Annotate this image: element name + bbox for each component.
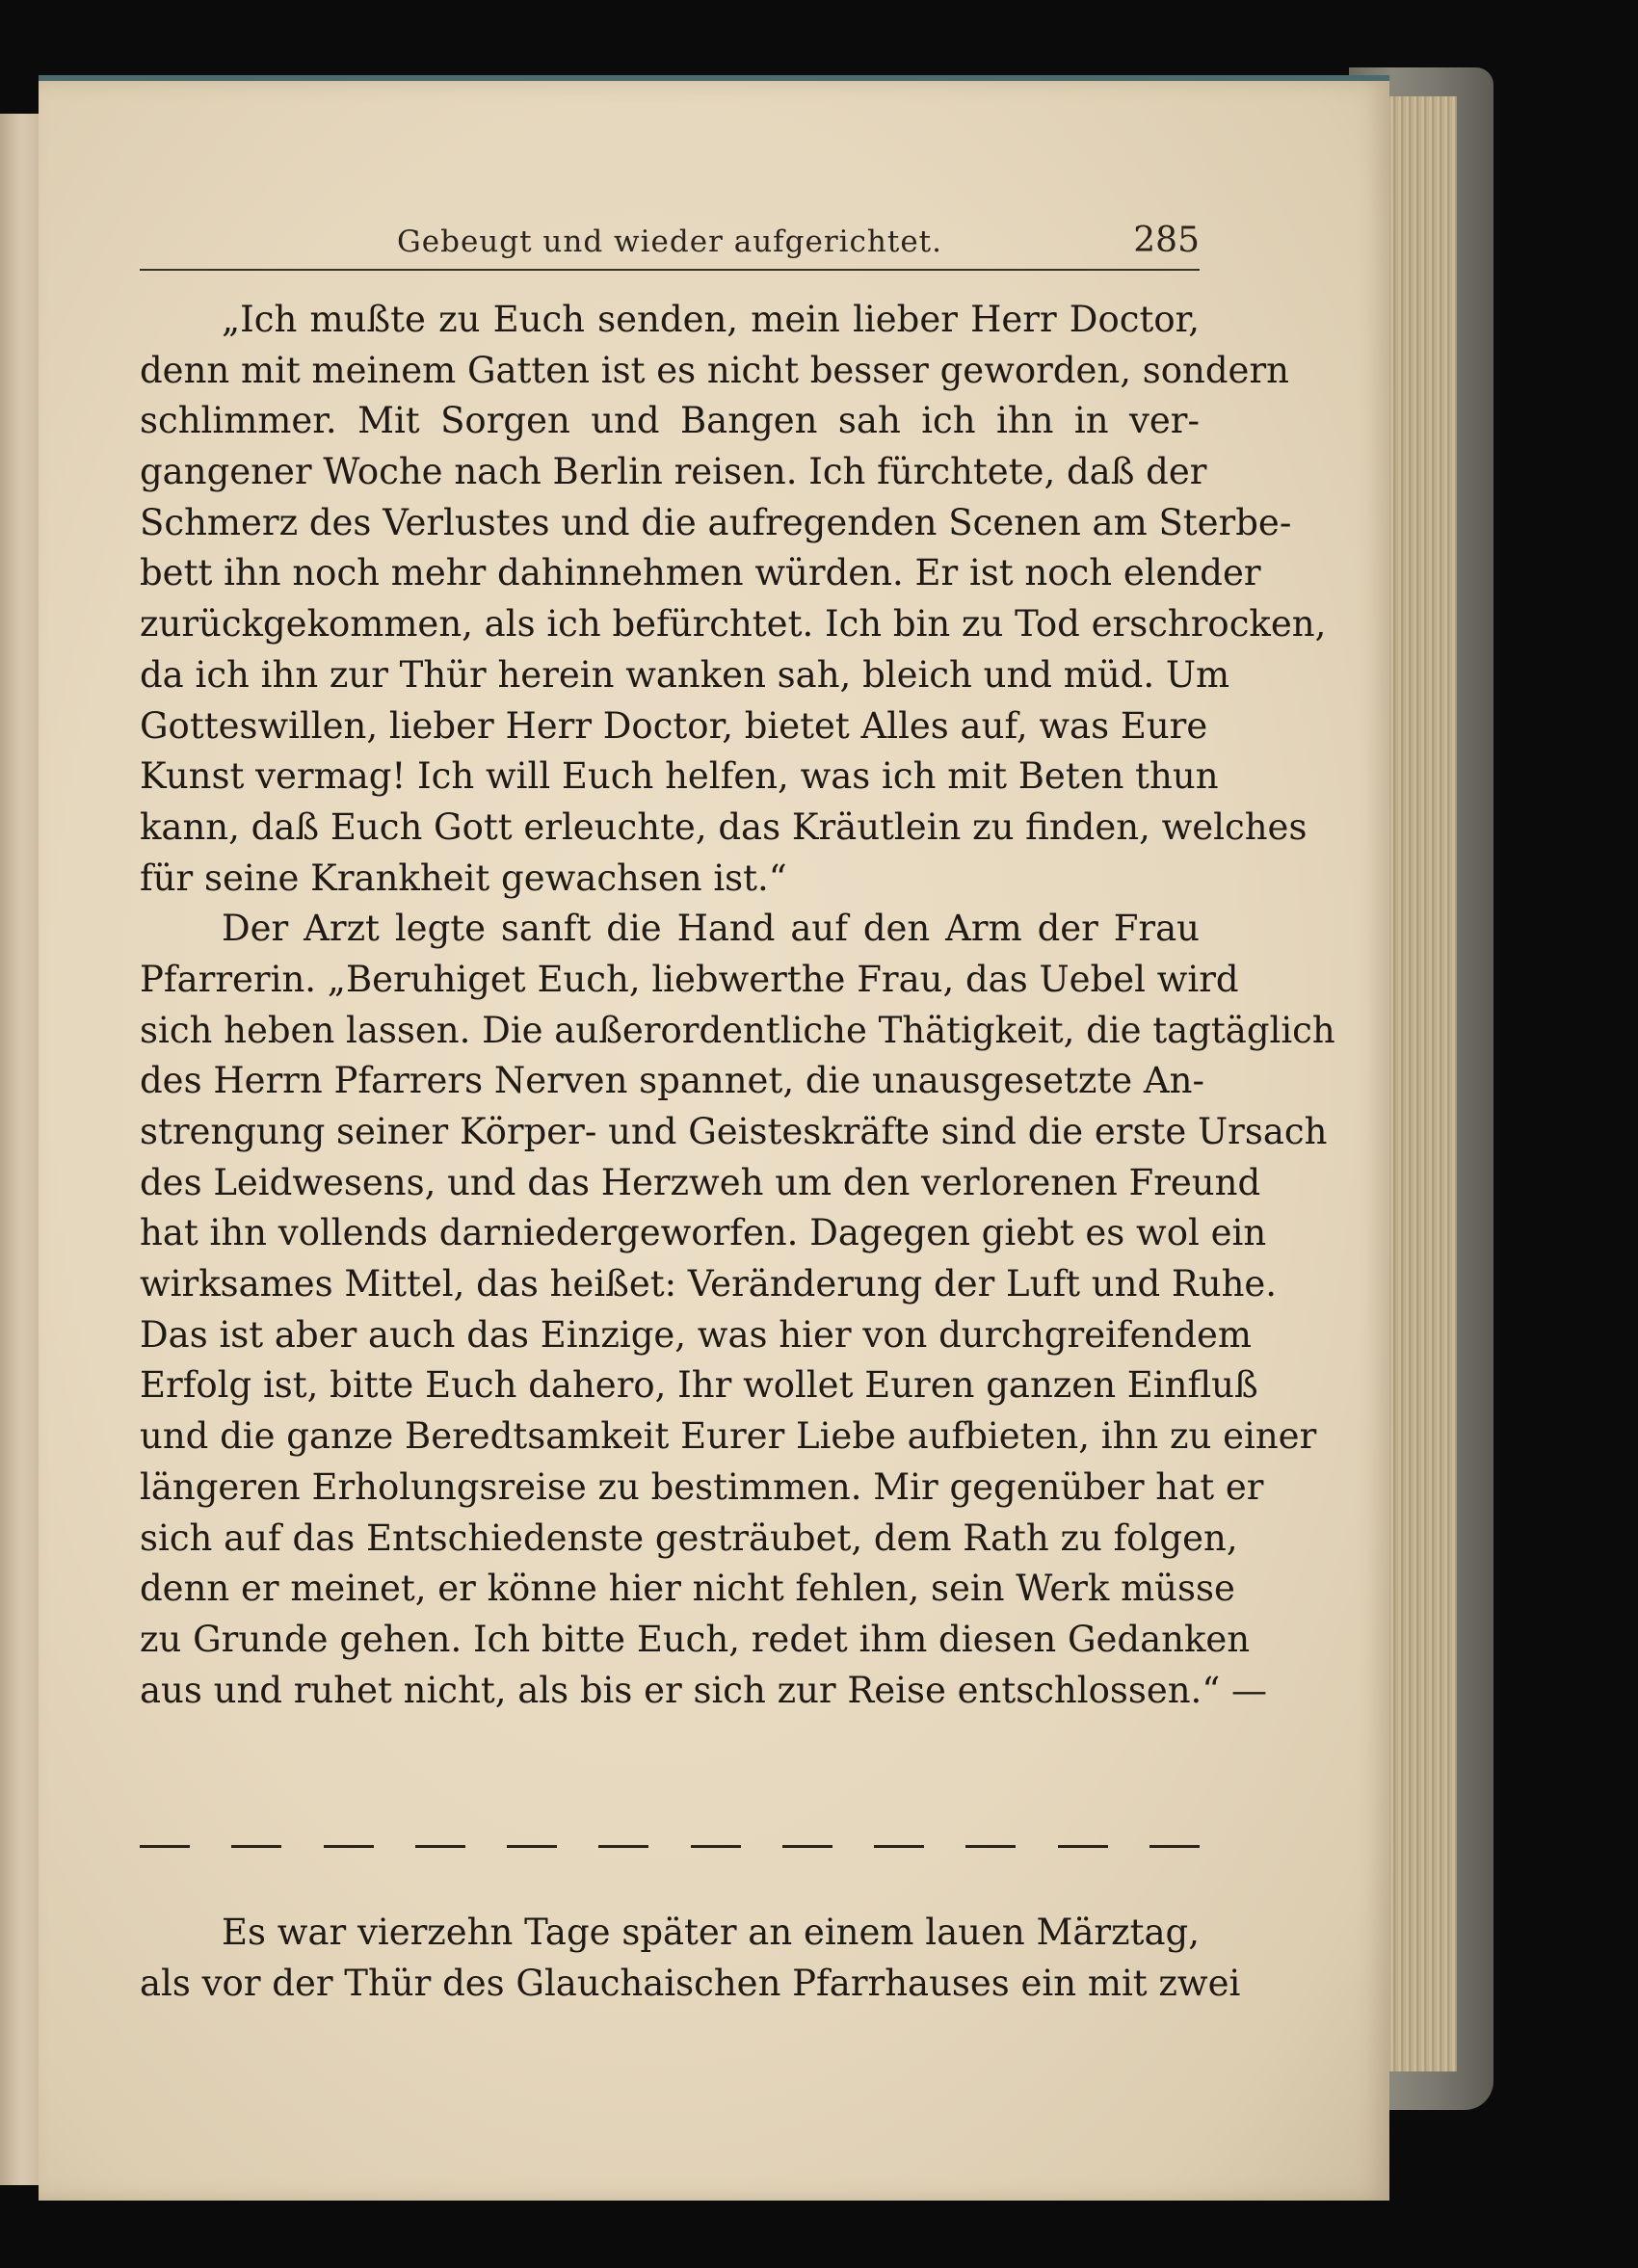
text-line: kann, daß Euch Gott erleuchte, das Kräutlein zu finden, welches: [140, 805, 1308, 848]
text-line: Erfolg ist, bitte Euch dahero, Ihr wollet Euren ganzen Einfluß: [140, 1364, 1258, 1407]
text-line: und die ganze Beredtsamkeit Eurer Liebe aufbieten, ihn zu einer: [140, 1415, 1317, 1458]
text-line: aus und ruhet nicht, als bis er sich zur Reise entschlossen.“ —: [140, 1669, 1267, 1711]
section-separator: [140, 1845, 1200, 1848]
separator-dash: [140, 1845, 190, 1848]
text-line: denn mit meinem Gatten ist es nicht besser geworden, sondern: [140, 349, 1289, 391]
text-line: gangener Woche nach Berlin reisen. Ich fürchtete, daß der: [140, 451, 1207, 493]
text-line: Gotteswillen, lieber Herr Doctor, bietet Alles auf, was Eure: [140, 704, 1208, 747]
text-line: Kunst vermag! Ich will Euch helfen, was ich mit Beten thun: [140, 755, 1219, 798]
text-line: Schmerz des Verlustes und die aufregenden Scenen am Sterbe-: [140, 501, 1292, 543]
text-line: denn er meinet, er könne hier nicht fehlen, sein Werk müsse: [140, 1568, 1235, 1610]
text-line: sich heben lassen. Die außerordentliche Thätigkeit, die tagtäglich: [140, 1009, 1335, 1051]
text-line: zu Grunde gehen. Ich bitte Euch, redet ihm diesen Gedanken: [140, 1618, 1251, 1660]
separator-dash: [507, 1845, 557, 1848]
text-line: längeren Erholungsreise zu bestimmen. Mir gegenüber hat er: [140, 1465, 1264, 1508]
page-number: 285: [1133, 221, 1200, 260]
previous-page-edge: [0, 114, 40, 2185]
separator-dash: [231, 1845, 281, 1848]
text-line: des Leidwesens, und das Herzweh um den verlorenen Freund: [140, 1161, 1261, 1203]
separator-dash: [415, 1845, 465, 1848]
separator-dash: [965, 1845, 1016, 1848]
text-line: „Ich mußte zu Euch senden, mein lieber Herr Doctor,: [222, 299, 1200, 340]
text-line: für seine Krankheit gewachsen ist.“: [140, 857, 787, 899]
separator-dash: [1058, 1845, 1108, 1848]
separator-dash: [598, 1845, 648, 1848]
separator-dash: [324, 1845, 374, 1848]
text-line: bett ihn noch mehr dahinnehmen würden. Er ist noch elender: [140, 552, 1261, 594]
book-page: [39, 75, 1389, 2201]
text-line: Es war vierzehn Tage später an einem lauen Märztag,: [222, 1912, 1200, 1953]
text-line: Das ist aber auch das Einzige, was hier von durchgreifendem: [140, 1313, 1253, 1356]
text-line: zurückgekommen, als ich befürchtet. Ich bin zu Tod erschrocken,: [140, 603, 1327, 646]
text-line: des Herrn Pfarrers Nerven spannet, die unausgesetzte An-: [140, 1060, 1204, 1102]
text-line: sich auf das Entschiedenste gesträubet, dem Rath zu folgen,: [140, 1516, 1238, 1559]
text-line: Pfarrerin. „Beruhiget Euch, liebwerthe Frau, das Uebel wird: [140, 958, 1239, 1000]
running-header: [140, 221, 1200, 271]
text-line: strengung seiner Körper- und Geisteskräfte sind die erste Ursach: [140, 1111, 1328, 1152]
text-line: schlimmer. Mit Sorgen und Bangen sah ich ihn in ver-: [140, 400, 1200, 442]
body-text: [140, 295, 1335, 1716]
text-line: als vor der Thür des Glauchaischen Pfarrhauses ein mit zwei: [140, 1962, 1241, 2004]
separator-dash: [874, 1845, 924, 1848]
running-title: Gebeugt und wieder aufgerichtet.: [397, 224, 942, 259]
body-text-continued: [140, 1908, 1241, 2009]
separator-dash: [691, 1845, 741, 1848]
text-line: da ich ihn zur Thür herein wanken sah, bleich und müd. Um: [140, 653, 1230, 696]
text-line: hat ihn vollends darniedergeworfen. Dagegen giebt es wol ein: [140, 1212, 1267, 1254]
page-edges: [1387, 96, 1457, 2071]
text-line: Der Arzt legte sanft die Hand auf den Arm der Frau: [222, 908, 1200, 950]
text-line: wirksames Mittel, das heißet: Veränderung der Luft und Ruhe.: [140, 1263, 1278, 1305]
separator-dash: [1149, 1845, 1200, 1848]
separator-dash: [782, 1845, 832, 1848]
